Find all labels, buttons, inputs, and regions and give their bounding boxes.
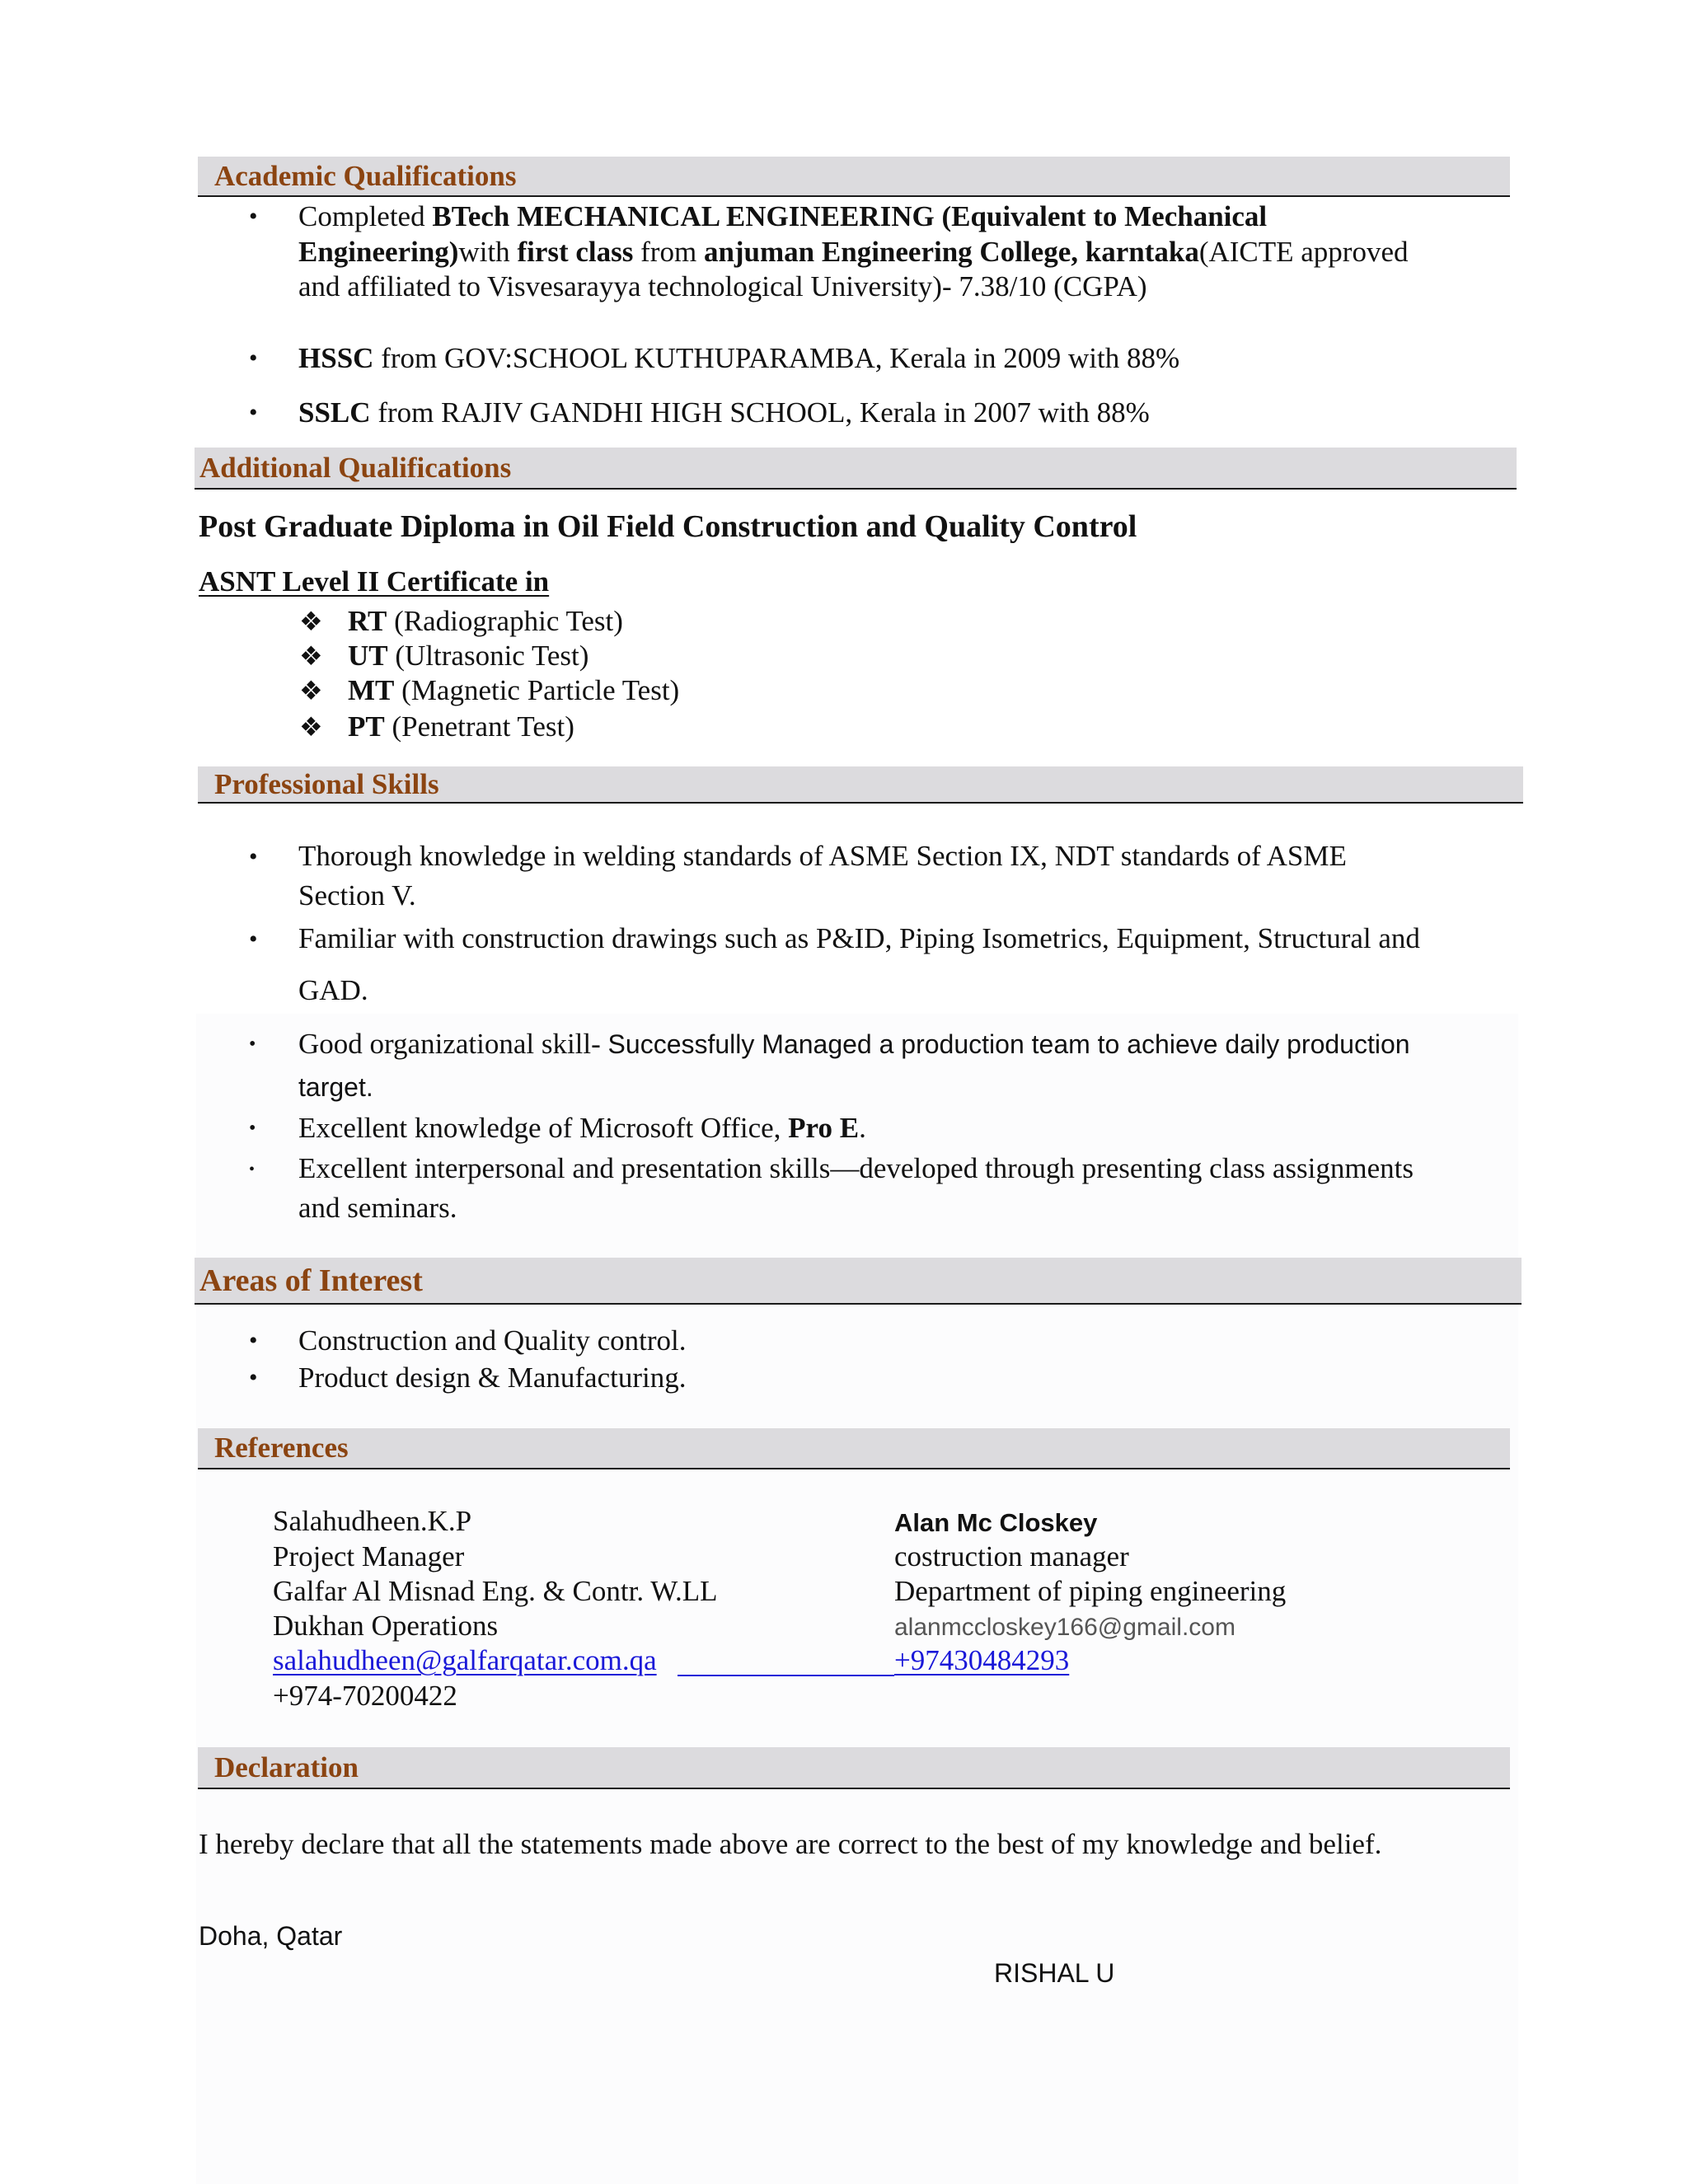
skill-2-line-2: GAD. [298,974,368,1006]
ref2-name: Alan Mc Closkey [894,1508,1098,1537]
skill-1-line-2: Section V. [298,879,416,912]
interest-1: Construction and Quality control. [298,1324,687,1357]
cert-ut: UT (Ultrasonic Test) [348,640,589,672]
section-header-references [198,1428,1510,1469]
bullet: • [249,203,258,230]
hssc-item: HSSC from GOV:SCHOOL KUTHUPARAMBA, Kerala in 2009 with 88% [298,342,1180,374]
ref1-name: Salahudheen.K.P [273,1505,472,1537]
section-header-additional [195,448,1517,490]
section-header-skills [198,766,1523,804]
bullet: • [249,843,258,870]
section-title: Areas of Interest [199,1263,423,1298]
link-underline [678,1675,894,1676]
signature-name: RISHAL U [994,1958,1115,1988]
ref1-phone: +974-70200422 [273,1680,457,1712]
diamond-bullet: ❖ [299,676,323,705]
diploma-title: Post Graduate Diploma in Oil Field Construction and Quality Control [199,509,1137,544]
bullet: • [249,399,258,426]
section-title: Academic Qualifications [214,159,517,192]
bullet: • [249,344,258,372]
section-header-declaration [198,1747,1510,1789]
skill-2-line-1: Familiar with construction drawings such as P&ID, Piping Isometrics, Equipment, Structural and [298,922,1420,954]
skill-3-line-1: Good organizational skill- Successfully Managed a production team to achieve daily production [298,1028,1410,1060]
bullet: • [249,1118,256,1139]
ref1-email-link[interactable]: salahudheen@galfarqatar.com.qa [273,1644,657,1676]
ref1-dept: Dukhan Operations [273,1610,499,1642]
diamond-bullet: ❖ [299,607,323,636]
bullet: • [249,1033,256,1055]
bullet: • [249,1160,256,1179]
sslc-item: SSLC from RAJIV GANDHI HIGH SCHOOL, Kerala in 2007 with 88% [298,396,1150,429]
section-header-academic [198,157,1510,197]
section-title: Additional Qualifications [199,451,512,484]
ref2-phone-link[interactable]: +97430484293 [894,1644,1070,1676]
ref2-email: alanmccloskey166@gmail.com [894,1614,1236,1641]
cert-pt: PT (Penetrant Test) [348,710,574,743]
skill-5-line-2: and seminars. [298,1192,457,1224]
section-title: Professional Skills [214,767,439,800]
declaration-text: I hereby declare that all the statements made above are correct to the best of my knowledge and belief. [199,1828,1382,1860]
bullet: • [249,1327,258,1354]
skill-3-line-2: target. [298,1072,373,1102]
interest-2: Product design & Manufacturing. [298,1361,687,1394]
declaration-place: Doha, Qatar [199,1921,343,1951]
section-title: References [214,1432,349,1464]
cert-rt: RT (Radiographic Test) [348,605,623,637]
btech-line-3: and affiliated to Visvesarayya technological University)- 7.38/10 (CGPA) [298,270,1147,302]
section-title: Declaration [214,1750,359,1783]
skill-4: Excellent knowledge of Microsoft Office, Pro E. [298,1112,866,1144]
btech-line-2: Engineering)with first class from anjuman Engineering College, karntaka(AICTE approved [298,236,1409,268]
btech-line-1: Completed BTech MECHANICAL ENGINEERING (Equivalent to Mechanical [298,200,1268,232]
ref1-company: Galfar Al Misnad Eng. & Contr. W.LL [273,1575,718,1607]
ref2-dept: Department of piping engineering [894,1575,1287,1607]
skill-1-line-1: Thorough knowledge in welding standards of ASME Section IX, NDT standards of ASME [298,840,1347,872]
diamond-bullet: ❖ [299,712,323,742]
asnt-heading: ASNT Level II Certificate in [199,565,550,598]
bullet: • [249,926,258,953]
ref1-role: Project Manager [273,1540,465,1572]
bullet: • [249,1364,258,1391]
skill-5-line-1: Excellent interpersonal and presentation skills—developed through presenting class assignments [298,1152,1414,1184]
cert-mt: MT (Magnetic Particle Test) [348,674,680,706]
section-header-interest [195,1258,1522,1305]
diamond-bullet: ❖ [299,641,323,671]
ref2-role: costruction manager [894,1540,1129,1572]
